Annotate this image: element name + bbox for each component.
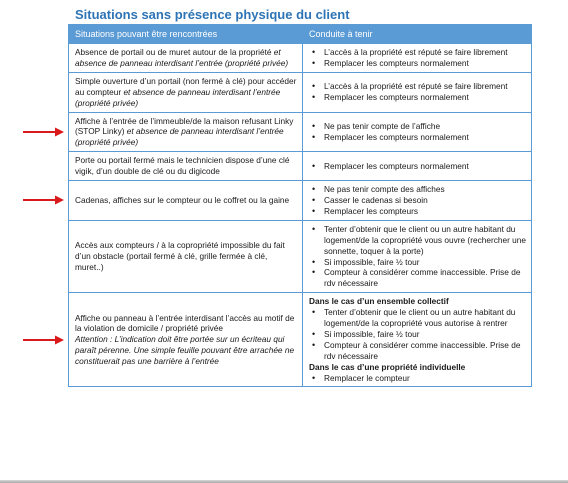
- collective-conduct-list: [309, 307, 526, 362]
- list-item: • L’accès à la propriété est réputé se faire librement: [309, 47, 526, 58]
- list-item: • Compteur à considérer comme inaccessible. Prise de rdv nécessaire: [309, 340, 526, 362]
- individual-group-heading: Dans le cas d’une propriété individuelle: [309, 361, 466, 372]
- conduct-cell: [303, 220, 532, 292]
- page-title: Situations sans présence physique du client: [75, 7, 350, 22]
- situation-cell: [69, 181, 303, 221]
- list-item: • Si impossible, faire ½ tour: [309, 329, 526, 340]
- table-row: [69, 220, 532, 292]
- conduct-list: [309, 81, 526, 103]
- conduct-cell: [303, 293, 532, 387]
- list-item: • Remplacer les compteurs normalement: [309, 58, 526, 69]
- list-item: • Tenter d’obtenir que le client ou un autre habitant du logement/de la copropriété vous ouvre (rechercher une sonnette, toquer à la porte): [309, 224, 526, 257]
- header-situations: Situations pouvant être rencontrées: [69, 25, 303, 44]
- table-row: [69, 72, 532, 112]
- collective-group-heading: Dans le cas d’un ensemble collectif: [309, 296, 449, 307]
- list-item: • Casser le cadenas si besoin: [309, 195, 526, 206]
- situation-italic-text: et absence de panneau interdisant l’entrée (propriété privée): [75, 126, 284, 148]
- conduct-cell: [303, 152, 532, 181]
- situation-cell: [69, 293, 303, 387]
- situation-text: Accès aux compteurs / à la copropriété impossible du fait d’un obstacle (portail fermé à clé, grille fermée à clé, muret..): [75, 240, 285, 272]
- conduct-cell: [303, 44, 532, 73]
- situation-text: Cadenas, affiches sur le compteur ou le coffret ou la gaine: [75, 194, 290, 205]
- situation-text: Affiche ou panneau à l’entrée interdisant l’accès au motif de la violation de domicile / propriété privée: [75, 312, 295, 334]
- list-item: • Remplacer les compteurs normalement: [309, 161, 526, 172]
- list-item: • Remplacer les compteurs: [309, 206, 526, 217]
- list-item: • Tenter d’obtenir que le client ou un autre habitant du logement/de la copropriété vous autorise à rentrer: [309, 307, 526, 329]
- conduct-list: [309, 224, 526, 289]
- situation-italic-text: et absence de panneau interdisant l’entrée (propriété privée): [75, 86, 281, 108]
- table-row: [69, 44, 532, 73]
- situation-text: Porte ou portail fermé mais le technicien dispose d’une clé vigik, d’un double de clé ou du digicode: [75, 155, 290, 177]
- red-right-arrow-icon: [22, 195, 64, 205]
- list-item: • L’accès à la propriété est réputé se faire librement: [309, 81, 526, 92]
- list-item: • Remplacer le compteur: [309, 373, 526, 384]
- situation-text: Simple ouverture d’un portail (non fermé à clé) pour accéder au compteur: [75, 75, 297, 97]
- table-header-row: [69, 25, 532, 44]
- red-right-arrow-icon: [22, 335, 64, 345]
- red-right-arrow-icon: [22, 127, 64, 137]
- situation-cell: [69, 152, 303, 181]
- situation-cell: [69, 112, 303, 152]
- list-item: • Remplacer les compteurs normalement: [309, 132, 526, 143]
- individual-conduct-list: [309, 373, 526, 384]
- list-item: • Si impossible, faire ½ tour: [309, 257, 526, 268]
- list-item: • Ne pas tenir compte des affiches: [309, 184, 526, 195]
- list-item: • Ne pas tenir compte de l’affiche: [309, 121, 526, 132]
- conduct-cell: [303, 72, 532, 112]
- situation-warning-text: Attention : L’indication doit être portée sur un écriteau qui paraît pérenne. Une simple feuille pouvant être arrachée ne constituerait pas une barrière à l’entrée: [75, 334, 295, 367]
- header-conduct: Conduite à tenir: [303, 25, 532, 44]
- conduct-cell: [303, 112, 532, 152]
- list-item: • Compteur à considérer comme inaccessible. Prise de rdv nécessaire: [309, 267, 526, 289]
- table-row: [69, 181, 532, 221]
- conduct-list: [309, 47, 526, 69]
- situation-cell: [69, 220, 303, 292]
- situation-cell: [69, 72, 303, 112]
- conduct-list: [309, 121, 526, 143]
- table-row: [69, 293, 532, 387]
- table-row: [69, 112, 532, 152]
- list-item: • Remplacer les compteurs normalement: [309, 92, 526, 103]
- situation-text: Absence de portail ou de muret autour de la propriété: [75, 47, 274, 57]
- table-row: [69, 152, 532, 181]
- situation-italic-text: et absence de panneau interdisant l’entrée (propriété privée): [75, 47, 289, 68]
- situation-text: Affiche à l’entrée de l’immeuble/de la maison refusant Linky (STOP Linky): [75, 115, 294, 137]
- conduct-list: [309, 184, 526, 217]
- situations-table: [68, 24, 532, 387]
- situation-cell: [69, 44, 303, 73]
- conduct-cell: [303, 181, 532, 221]
- conduct-list: [309, 161, 526, 172]
